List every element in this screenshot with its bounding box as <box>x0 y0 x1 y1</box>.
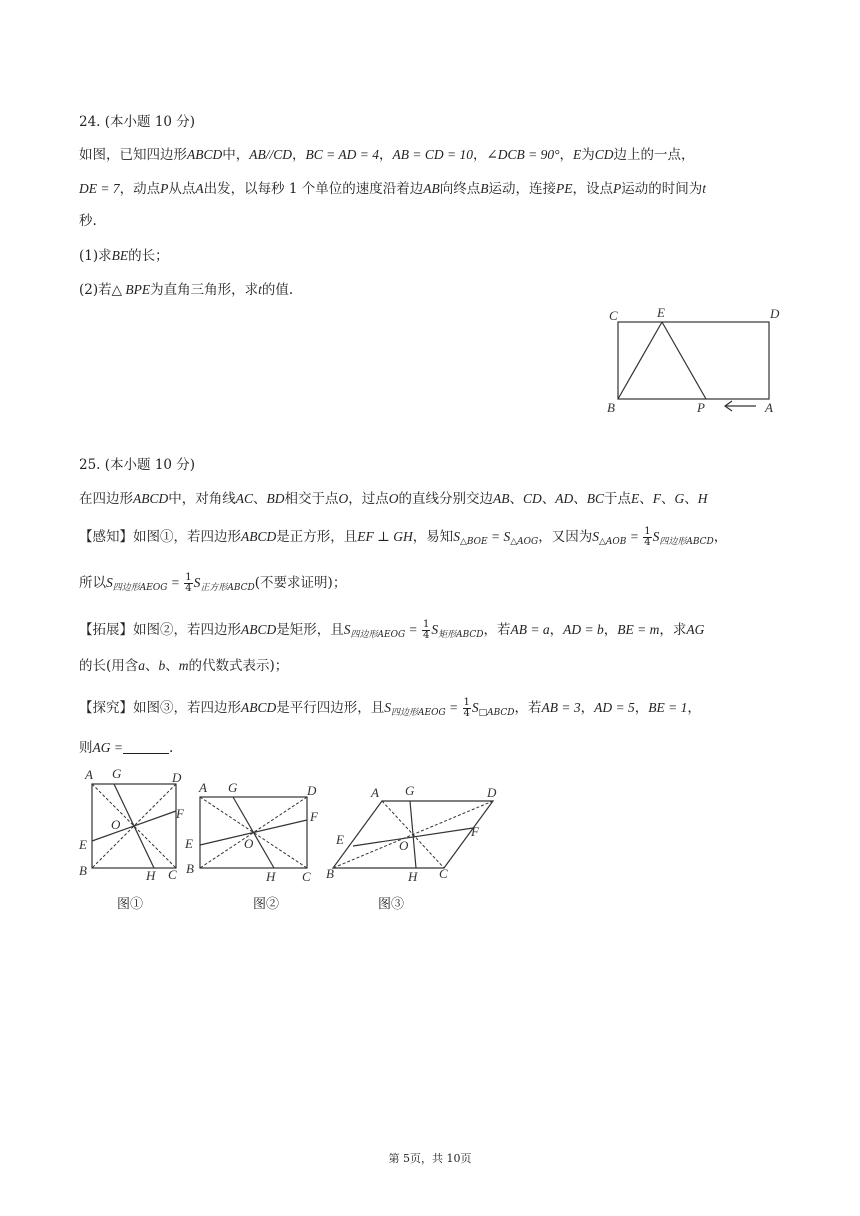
text-run: ， <box>634 700 649 716</box>
text-run: BE = m <box>617 622 660 637</box>
text-run: G <box>674 491 685 506</box>
text-run: 为直角三角形，求 <box>150 282 259 298</box>
text-run: 、 <box>253 491 267 507</box>
text-run: 、 <box>573 491 587 507</box>
text-run: 【拓展】如图 <box>79 622 160 638</box>
text-run: 相交于点 <box>284 491 339 507</box>
text-run: BE = 1 <box>648 700 688 715</box>
text-run: = <box>626 529 643 544</box>
q24-line1 <box>79 145 695 165</box>
figure-3 <box>326 780 510 895</box>
text-run: S <box>652 529 660 544</box>
text-run: ，若四边形 <box>173 529 241 545</box>
text-run: DE = 7 <box>79 181 120 196</box>
text-run: PE <box>556 181 573 196</box>
text-run: (不要求证明)； <box>254 575 347 591</box>
text-run: 矩形ABCD <box>438 630 484 640</box>
q25-extension <box>79 620 704 645</box>
page-footer: 第 5页，共 10页 <box>388 1152 472 1165</box>
vertex-label: F <box>471 824 479 839</box>
caption-fig2: 图② <box>253 897 280 912</box>
vertex-label: B <box>79 863 87 878</box>
text-run: BC = AD = 4 <box>305 147 379 162</box>
vertex-label: E <box>79 837 87 852</box>
vertex-label: C <box>439 866 448 881</box>
text-run: 的长(用含 <box>79 658 139 674</box>
text-run: 、 <box>145 658 159 674</box>
text-run: ， <box>580 700 595 716</box>
text-run: O <box>388 491 399 506</box>
text-run: AC <box>235 491 254 506</box>
text-run: 为 <box>581 147 595 163</box>
text-run: 如图，已知四边形 <box>79 147 187 163</box>
text-run: a <box>138 658 146 673</box>
text-run: 于点 <box>604 491 632 507</box>
text-run: △AOB <box>598 537 627 547</box>
text-run: ABCD <box>241 622 277 637</box>
text-run: 、 <box>165 658 179 674</box>
text-run: ∠DCB = 90° <box>486 147 560 162</box>
label-A: A <box>765 400 773 415</box>
text-run: BC <box>586 491 605 506</box>
text-run: S <box>431 622 439 637</box>
label-C: C <box>609 308 618 323</box>
text-run: 4 <box>644 537 651 548</box>
figure-2 <box>180 775 325 890</box>
text-run <box>463 698 471 719</box>
text-run: ， <box>603 622 618 638</box>
text-run: = S <box>487 529 511 544</box>
text-run: P <box>160 181 169 196</box>
vertex-label: F <box>176 806 184 821</box>
text-run: (2)若 <box>79 282 112 298</box>
text-run: t <box>258 282 262 297</box>
text-run: ③ <box>160 700 174 716</box>
text-run: = <box>167 575 184 590</box>
text-run: 、 <box>661 491 675 507</box>
text-run: 1 <box>185 572 192 583</box>
text-run: t <box>702 181 707 196</box>
text-run: P <box>613 181 622 196</box>
text-run: ABCD <box>241 529 277 544</box>
text-run: CD <box>523 491 542 506</box>
text-run: 向终点 <box>439 181 481 197</box>
text-run: 的直线分别交边 <box>398 491 494 507</box>
text-run: AG <box>686 622 705 637</box>
vertex-label: C <box>168 867 177 882</box>
figure-24 <box>600 300 800 420</box>
text-run: 、 <box>541 491 556 507</box>
text-run: ，动点 <box>119 181 161 197</box>
text-run: S <box>106 575 113 590</box>
text-run: ABCD <box>241 700 277 715</box>
vertex-label: O <box>244 836 254 851</box>
text-run: H <box>697 491 708 506</box>
text-run: AB <box>493 491 510 506</box>
text-run: ① <box>160 529 174 545</box>
vertex-label: C <box>302 869 311 884</box>
caption-fig3: 图③ <box>378 897 405 912</box>
text-run: ，又因为 <box>538 529 593 545</box>
vertex-label: O <box>399 838 409 853</box>
vertex-label: B <box>186 861 194 876</box>
text-run: A <box>195 181 204 196</box>
answer-blank <box>123 739 169 754</box>
q25-explore-2 <box>79 738 173 758</box>
vertex-label: G <box>112 766 122 781</box>
q24-part2 <box>79 280 293 300</box>
text-run: O <box>338 491 349 506</box>
caption-fig1: 图① <box>117 897 144 912</box>
text-run: AB//CD <box>249 147 292 162</box>
text-run <box>184 573 192 594</box>
text-run: 从点 <box>168 181 196 197</box>
text-run: (1)求 <box>79 248 112 264</box>
q24-heading: 24. (本小题 10 分) <box>79 114 196 130</box>
figure-1 <box>75 765 195 885</box>
text-run: = <box>445 700 462 715</box>
text-run: 1 <box>423 619 430 630</box>
text-run <box>643 527 651 548</box>
text-run: 是矩形，且 <box>276 622 344 638</box>
vertex-label: H <box>266 869 276 884</box>
text-run: 4 <box>185 583 192 594</box>
text-run: S <box>453 529 460 544</box>
vertex-label: B <box>326 866 334 881</box>
vertex-label: G <box>405 783 415 798</box>
text-run: 在四边形 <box>79 491 133 507</box>
text-run: S <box>384 700 391 715</box>
text-run: 4 <box>423 630 430 641</box>
text-run: ABCD <box>133 491 169 506</box>
q25-heading: 25. (本小题 10 分) <box>79 457 196 473</box>
text-run: AD = 5 <box>594 700 635 715</box>
text-run: ， <box>292 147 306 163</box>
text-run: ② <box>160 622 174 638</box>
text-run: S <box>592 529 599 544</box>
text-run: △AOG <box>510 537 539 547</box>
label-B: B <box>607 400 615 415</box>
text-run: 1 <box>644 526 651 537</box>
q25-extension-2 <box>79 656 288 676</box>
text-run: = <box>405 622 422 637</box>
text-run: ，设点 <box>572 181 614 197</box>
vertex-label: G <box>228 780 238 795</box>
text-run: 四边形AEOG <box>112 583 168 593</box>
text-run: ， <box>713 529 728 545</box>
text-run: 运动的时间为 <box>621 181 703 197</box>
text-run: S <box>193 575 201 590</box>
vertex-label: E <box>336 832 344 847</box>
text-run: ，过点 <box>348 491 389 507</box>
text-run: F <box>652 491 662 506</box>
text-run: 边上的一点， <box>613 147 695 163</box>
text-run: 中， <box>222 147 250 163</box>
text-run: ，若 <box>514 700 542 716</box>
text-run: 运动，连接 <box>488 181 557 197</box>
text-run: 四边形AEOG <box>350 630 406 640</box>
text-run: ， <box>687 700 701 716</box>
text-run: △BOE <box>459 537 488 547</box>
vertex-label: A <box>371 785 379 800</box>
text-run: 的长； <box>128 248 169 264</box>
q25-line1 <box>79 489 708 509</box>
q24-line2 <box>79 179 706 199</box>
text-run: 的代数式表示)； <box>188 658 289 674</box>
vertex-label: D <box>307 783 317 798</box>
vertex-label: O <box>111 817 121 832</box>
q25-perception-2 <box>79 573 346 598</box>
text-run: 中，对角线 <box>168 491 236 507</box>
text-run: AD = b <box>563 622 604 637</box>
text-run: 是正方形，且 <box>276 529 358 545</box>
vertex-label: F <box>310 809 318 824</box>
text-run: S <box>343 622 351 637</box>
text-run: EF ⊥ GH <box>357 529 413 544</box>
vertex-label: H <box>408 869 418 884</box>
text-run: 【感知】如图 <box>79 529 160 545</box>
text-run: AG = <box>92 740 123 755</box>
text-run <box>422 620 430 641</box>
q24-part1 <box>79 246 169 266</box>
text-run: E <box>631 491 640 506</box>
text-run: 所以 <box>79 575 106 591</box>
vertex-label: A <box>85 767 93 782</box>
text-run: E <box>573 147 582 162</box>
label-E: E <box>657 305 665 320</box>
text-run: 4 <box>463 708 470 719</box>
text-run: ，求 <box>659 622 687 638</box>
q25-perception <box>79 527 727 552</box>
text-run: ABCD <box>187 147 223 162</box>
text-run: ， <box>378 147 393 163</box>
text-run: 、 <box>639 491 653 507</box>
text-run: 正方形ABCD <box>200 583 255 593</box>
text-run: m <box>178 658 189 673</box>
text-run: AB = 3 <box>541 700 581 715</box>
text-run: BE <box>111 248 129 263</box>
text-run: 四边形AEOG <box>391 708 446 718</box>
text-run: 、 <box>509 491 524 507</box>
text-run: ，若四边形 <box>173 622 241 638</box>
vertex-label: A <box>199 780 207 795</box>
text-run: ， <box>472 147 487 163</box>
vertex-label: H <box>146 868 156 883</box>
text-run: 、 <box>684 491 698 507</box>
text-run: ，易知 <box>412 529 454 545</box>
text-run: 的值. <box>261 282 294 298</box>
text-run: □ABCD <box>478 708 515 718</box>
text-run: △ BPE <box>111 282 151 297</box>
text-run: ， <box>559 147 574 163</box>
text-run: CD <box>594 147 614 162</box>
vertex-label: D <box>172 770 182 785</box>
text-run: AB <box>423 181 440 196</box>
text-run: 1 <box>463 697 470 708</box>
q24-line3: 秒. <box>79 213 97 229</box>
text-run: b <box>158 658 166 673</box>
text-run: . <box>168 740 174 756</box>
text-run: 四边形ABCD <box>659 537 714 547</box>
text-run: ， <box>549 622 564 638</box>
text-run: B <box>480 181 489 196</box>
q25-explore <box>79 698 701 723</box>
text-run: 是平行四边形，且 <box>276 700 385 716</box>
text-run: AB = CD = 10 <box>392 147 473 162</box>
text-run: 则 <box>79 740 93 756</box>
text-run: 出发，以每秒 1 个单位的速度沿着边 <box>203 181 424 197</box>
text-run: 【探究】如图 <box>79 700 160 716</box>
label-D: D <box>770 306 780 321</box>
text-run: BD <box>266 491 285 506</box>
text-run: ，若 <box>483 622 511 638</box>
text-run: AB = a <box>510 622 550 637</box>
text-run: ，若四边形 <box>173 700 241 716</box>
text-run: S <box>471 700 479 715</box>
vertex-label: E <box>185 836 193 851</box>
text-run: AD <box>555 491 574 506</box>
label-P: P <box>697 400 705 415</box>
vertex-label: D <box>487 785 497 800</box>
